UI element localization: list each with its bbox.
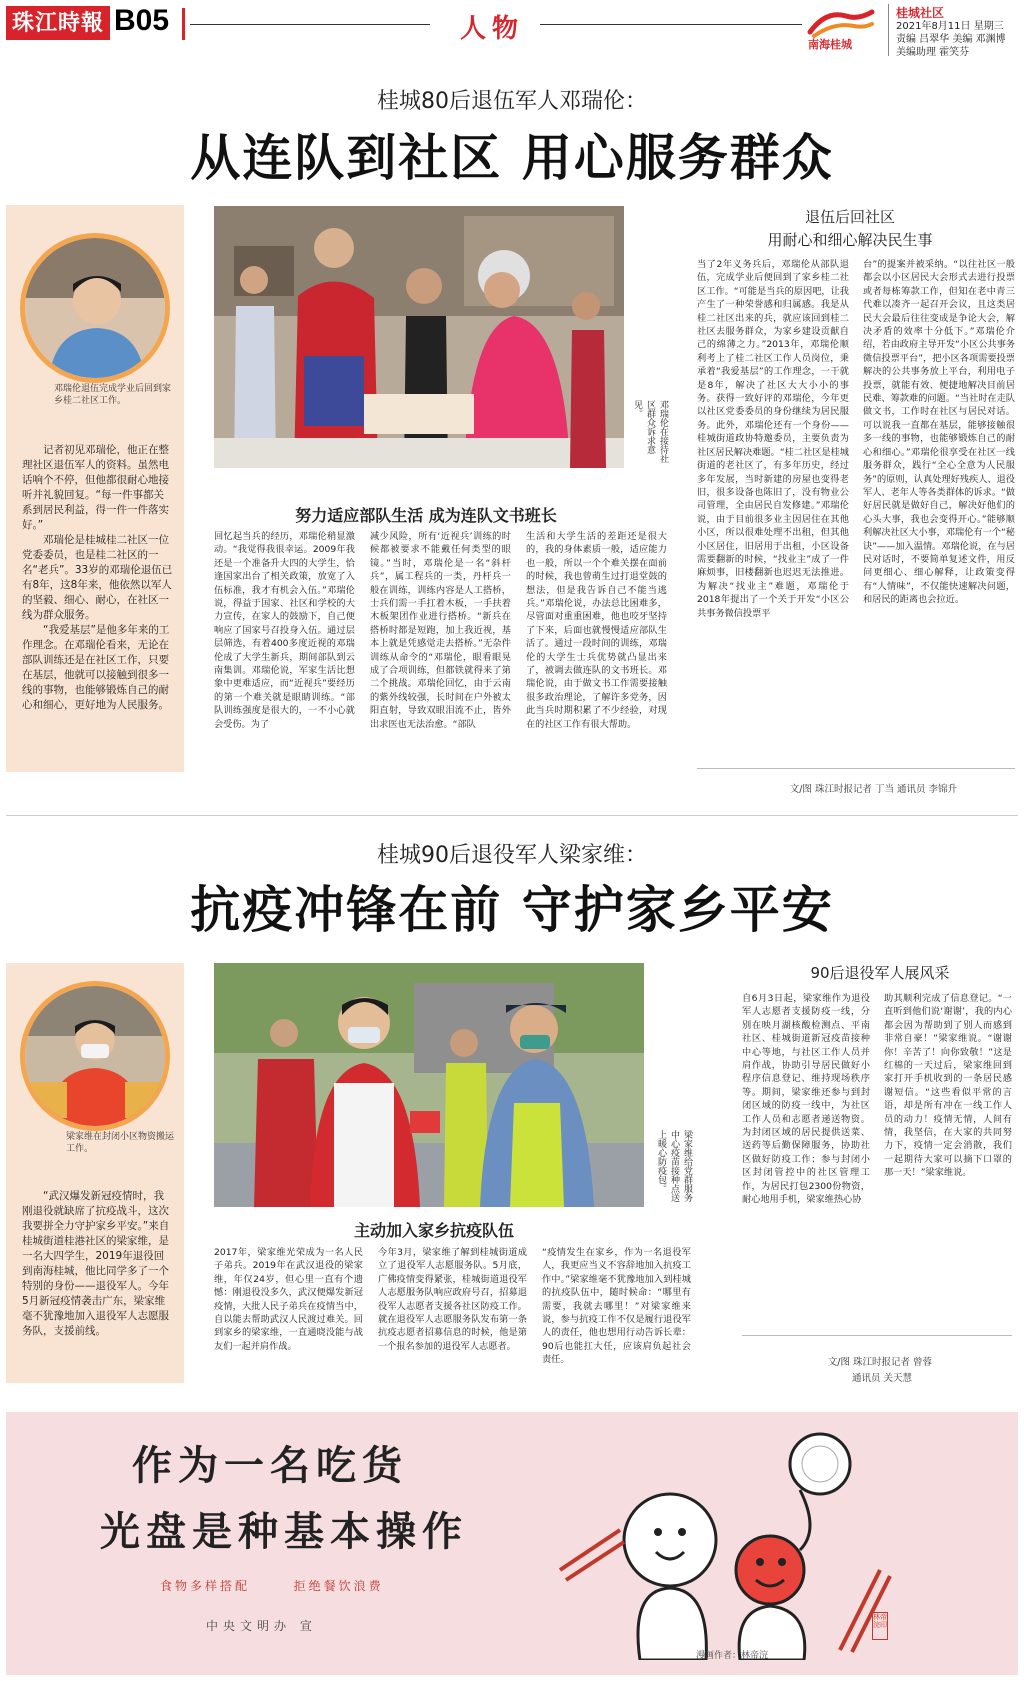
edition-name: 桂城社区 (896, 6, 945, 20)
story2-headline: 抗疫冲锋在前 守护家乡平安 (190, 881, 834, 939)
issue-assistant: 美编助理 霍笑芬 (896, 47, 970, 58)
story1-subhead-right-1: 退伍后回社区 (804, 208, 895, 226)
story2-subhead-right: 90后退役军人展风采 (810, 964, 950, 982)
story1-column-3: 生活和大学生活的差距还是很大的，我的身体素质一般，适应能力也一般，所以一个个难关摆在面前的时候，我也曾萌生过打退堂鼓的想法，但是我告诉自己不能当逃兵。”邓瑞伦说，办法总比困难多，尽管面对重重困难，他也咬牙坚持了下来，后面也就慢慢适应部队生活了。通过一段时间的训练，邓瑞伦的大学生士兵优势就凸显出来了，被调去做连队的文书班长。邓瑞伦说，由于做文书工作需要接触很多政治理论，了解许多党务，因此当兵时期积累了不少经验，对现在的社区工作有很大帮助。 (526, 531, 667, 730)
story1-sidebar-paragraph: “我爱基层”是他多年来的工作理念。在邓瑞伦看来，无论在部队训练还是在社区工作，只要在基层，他就可以接触到很多一线的事物，也能够锻炼自己的耐心和细心，更好地为人民服务。 (22, 624, 170, 711)
story2-byline-reporter: 文/图 珠江时报记者 曾蓉 (827, 1357, 932, 1368)
ad-subtitle-right: 拒绝餐饮浪费 (293, 1579, 384, 1593)
header-divider (888, 4, 889, 56)
story2-column-5: 助其顺利完成了信息登记。“一直听到他们说‘谢谢’，我的内心都会因为帮助到了别人而感到非常自豪！”梁家维说。“谢谢你！辛苦了！向你致敬！”这是红棉的一天过后，梁家维回到家打开手机收到的一条居民感谢短信。“这些看似平常的言语，却是所有冲在一线工作人员的动力！疫情无情，人间有情，我坚信，在大家的共同努力下，疫情一定会消散，我们一起期待大家可以摘下口罩的那一天！”梁家维说。 (884, 993, 1012, 1179)
story1-byline: 文/图 珠江时报记者 丁当 通讯员 李锦升 (789, 784, 957, 795)
story1-sidebar-caption: 邓瑞伦退伍完成学业后回到家乡桂二社区工作。 (54, 384, 172, 406)
story2-sidebar-caption: 梁家维在封闭小区物资搬运工作。 (66, 1132, 175, 1154)
header-rule-left (190, 24, 430, 25)
dengruilun-portrait (20, 233, 170, 383)
story2-column-1: 2017年，梁家维光荣成为一名人民子弟兵。2019年在武汉退役的梁家维，年仅24岁，但心里一直有个遗憾：刚退役没多久，武汉便爆发新冠疫情，大批人民子弟兵在疫情当中，自以能去帮助武汉人民渡过难关。回到家乡的梁家维，一直通晓没能与战友们一起并肩作战。 (214, 1247, 363, 1352)
story2-column-3: “疫情发生在家乡，作为一名退役军人，我更应当义不容辞地加入抗疫工作中。”梁家维毫不犹豫地加入到桂城的抗疫队伍中，随时候命：“哪里有需要，我就去哪里！”对梁家维来说，参与抗疫工作不仅是履行退役军人的责任，他也想用行动告诉长辈：90后也能扛大任，应该肩负起社会责任。 (542, 1247, 691, 1366)
story1-subhead-right-2: 用耐心和细心解决民生事 (767, 231, 933, 249)
story1-sidebar-paragraph: 记者初见邓瑞伦，他正在整理社区退伍军人的资料。虽然电话响个不停，但他都很耐心地接听并礼貌回复。“每一件事都关系到居民利益，得一件一件落实好。” (22, 444, 169, 531)
story1-photo (214, 206, 624, 468)
ad-subtitle-left: 食物多样搭配 (160, 1579, 251, 1593)
story2-byline-correspondent: 通讯员 关天慧 (851, 1373, 912, 1384)
ad-subtitle (160, 1577, 384, 1594)
story1-photo-caption: 邓瑞伦在接待社区群众诉求意见。 (632, 400, 668, 463)
story2-sidebar (6, 963, 184, 1383)
story1-byline-rule (697, 768, 1015, 769)
liangjiawei-portrait (20, 981, 170, 1131)
header-rule-right (540, 24, 802, 25)
ad-publisher: 中央文明办 宣 (206, 1619, 317, 1633)
story1-sidebar-paragraph: 邓瑞伦是桂城桂二社区一位党委委员，也是桂二社区的一名“老兵”。33岁的邓瑞伦退伍已有8年，这8年来，他依然以军人的坚毅、细心、耐心，在社区一线为群众服务。 (22, 534, 173, 621)
story2-kicker: 桂城90后退役军人梁家维： (377, 843, 647, 868)
story-separator (6, 815, 1018, 816)
story1-sidebar-text (22, 443, 174, 713)
issue-info (896, 20, 1020, 59)
story1-column-4: 当了2年义务兵后，邓瑞伦从部队退伍，完成学业后便回到了家乡桂二社区工作。“可能是当兵的原因吧，让我产生了一种荣誉感和归属感。我是从桂二社区出来的兵，就应该回到桂二社区去服务群众，为家乡建设贡献自己的绵薄之力。”2013年，邓瑞伦顺利考上了桂二社区工作人员岗位，秉承着“我爱基层”的工作理念，一干就是8年，解决了社区大大小小的事务。获得一致好评的邓瑞伦，今年更以社区党委委员的身份继续为居民服务。此外，邓瑞伦还有一个身份——桂城街道政协特邀委员，主要负责为社区居民解决难题。“桂二社区是桂城街道的老社区了，有多年历史，经过多年发展，当时新建的房屋也变得老旧，很多设备也陈旧了，没有物业公司管理，全由居民自发修建。”邓瑞伦说，由于目前很多业主因居住在其他小区，所以很难处理不出租，但其他小区居住，旧居用于出租，小区设备需要翻新的时候，“找业主”成了一件麻烦事，旧楼翻新也迟迟无法推进。为解决“找业主”难题，邓瑞伦于2018年提出了一个关于开发“小区公共事务微信投票平 (697, 259, 849, 619)
story2-photo-caption: 梁家维给党群服务中心疫苗接种点送上暖心防疫包。 (656, 1130, 692, 1202)
story1-subhead-left: 努力适应部队生活 成为连队文书班长 (295, 506, 557, 525)
story2-sidebar-paragraph: “武汉爆发新冠疫情时，我刚退役就缺席了抗疫战斗，这次我要拼全力守护家乡平安。”来自桂城街道桂港社区的梁家维，是一名大四学生，2019年退役回到南海桂城，他比同学多了一个特别的身份——退役军人。今年5月新冠疫情袭击广东，梁家维毫不犹豫地加入退役军人志愿服务队，支援前线。 (22, 1190, 170, 1337)
story1-sidebar (6, 205, 184, 772)
artist-seal: 林帝浣印 (872, 1612, 888, 1640)
section-title: 人物 (460, 14, 525, 44)
story1-headline: 从连队到社区 用心服务群众 (190, 129, 834, 187)
issue-date: 2021年8月11日 星期三 (896, 21, 1004, 32)
page-number: B05 (114, 4, 170, 37)
story2-byline-rule (742, 1335, 1012, 1336)
ad-slogan-line2: 光盘是种基本操作 (100, 1508, 468, 1555)
story1-column-5: 台”的提案并被采纳。“以往社区一般都会以小区居民大会形式去进行投票或者每栋筹款工作，但知在老中青三代难以凑齐一起召开会议，且这类居民大会最后往往变成是争论大会，解决矛盾的效率十分低下。”邓瑞伦介绍，若由政府主导开发“小区公共事务微信投票平台”，把小区各项需要投票解决的公共事务放上平台，利用电子投票，就能有效、便捷地解决目前居民难、筹款难的问题。“当社时在走队做文书，工作时在社区与居民对话。可以说我一直都在基层，能够接触很多一线的事物，也能够锻炼自己的耐心和细心。”邓瑞伦很享受在社区一线服务群众，践行“全心全意为人民服务”的原则，认真处理好残疾人、退役军人、老年人等各类群体的诉求。“做好居民就是做好自己，解决好他们的心头大事，我也会变得开心。”能够顺利解决社区大小事，邓瑞伦有一个“秘诀”——加入温情。邓瑞伦说，在与居民对话时，不要简单复述文件，用反问更细心、细心解释，让政策变得有“人情味”，不仅能快速解决问题，和居民的距离也会拉近。 (863, 259, 1015, 606)
masthead-logo: 珠江時報 (6, 6, 110, 40)
story1-column-1: 回忆起当兵的经历，邓瑞伦稍显激动。“我觉得我很幸运。2009年我还是一个准备升大四的大学生，恰逢国家出台了相关政策，放宽了入伍标准，我才有机会入伍。”邓瑞伦说，得益于国家、社区和学校的大力宣传，在家人的鼓励下，自己便响应了国家号召投身入伍。通过层层筛选，有着400多度近视的邓瑞伦成了大学生新兵，期间部队到云南集训。邓瑞伦说，军家生活比想象中更难适应，而“近视兵”要经历的第一个难关就是眼睛训练。“部队训练强度是很大的，一不小心就会受伤。为了 (214, 531, 355, 730)
story2-photo (214, 963, 644, 1207)
story1-kicker: 桂城80后退伍军人邓瑞伦： (377, 89, 647, 114)
story1-column-2: 减少风险，所有‘近视兵’训练的时候都被要求不能戴任何类型的眼镜。”当时，邓瑞伦是一名“斜杆兵”，属工程兵的一类，丹杆兵一般在训练，训练内容是人工搭桥，士兵们需一手扛着木板，一手扶着木板架团作业进行搭桥。“新兵在搭桥时都是短跑，加上我近视，基本上就是凭感觉走去搭桥。”无杂件训练从命令的“邓瑞伦，眼看眼晃成了合项训练，但都铁就得来了第二个挑战。邓瑞伦回忆，由于云南的紫外线较强，长时间在户外被太阳直射，导致双眼泪流不止，皆外出求医也无法治愈。“部队 (370, 531, 511, 730)
story2-column-4: 自6月3日起，梁家维作为退役军人志愿者支援防疫一线，分别在映月湖核酸检测点、平南社区、桂城街道新冠疫苗接种中心等地，与社区工作人员并肩作战，协助引导居民做好小程序信息登记、维持现场秩序等。期间，梁家维还参与到封闭区域的防疫一线中，为社区工作人员和志愿者递送物资。为封闭区域的居民提供送菜、送药等后勤保障服务，协助社区做好防疫工作；参与封闭小区封闭管控中的社区管理工作，为居民打包2300份物资，耐心地用手机，梁家维热心协 (742, 993, 870, 1206)
story2-sidebar-text (22, 1189, 174, 1339)
ad-slogan-line1: 作为一名吃货 (132, 1442, 408, 1489)
logo-caption: 南海桂城 (808, 38, 852, 51)
issue-editors: 责编 吕翠华 美编 邓渊博 (896, 34, 1006, 45)
story2-column-2: 今年3月，梁家维了解到桂城街道成立了退役军人志愿服务队。5月底，广佛疫情变得紧张，桂城街道退役军人志愿服务队响应政府号召，招募退役军人志愿者支援各社区防疫工作。就在退役军人志愿服务队发布第一条抗疫志愿者招募信息的时候，他是第一个报名参加的退役军人志愿者。 (378, 1247, 527, 1352)
header-accent-bar (182, 8, 185, 40)
ad-illustrator-credit: 漫画作者：林帝浣 (696, 1651, 769, 1661)
story2-subhead-left: 主动加入家乡抗疫队伍 (353, 1221, 514, 1240)
